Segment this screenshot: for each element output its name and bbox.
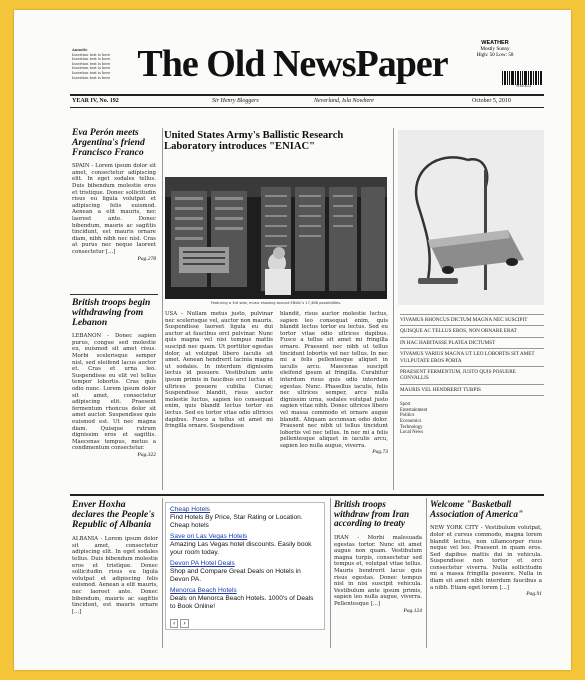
lead-body-right: [280, 311, 388, 455]
sidebar-headlines: [400, 314, 544, 436]
sidebar-item[interactable]: IN HAC HABITASSE PLATEA DICTUMST: [400, 337, 544, 348]
ad-pager: [170, 620, 189, 627]
ads-box: [165, 502, 325, 630]
page-reference: Pag.73: [372, 449, 388, 456]
header-note-title: Annotic: [72, 48, 88, 52]
issue-number: YEAR IV, No. 192: [72, 98, 119, 104]
sidebar-item[interactable]: PRAESENT FERMENTUM, JUSTO QUIS POSUERE CONVALLIS: [400, 366, 544, 384]
ad-title[interactable]: Menorca Beach Hotels: [170, 587, 237, 594]
page-reference: Pag.278: [137, 255, 156, 262]
barcode-icon: [502, 71, 542, 85]
location: Neverland, Isla Nowhere: [314, 98, 374, 104]
article-body: IRAN - Morbi malesuada egestas tortor. Nunc sit amet augue non quam. Vestibulum magna turpis, consectetur sed tempus et, volutpat vitae tellus. Mauris hendrerit lacus quis risus egestas. Donec tempus nisl in nisi suscipit vehicula. Vestibulum ante ipsum primis, sapien leo nulla augue, viverra. Pellentesque [...]: [334, 534, 422, 607]
page-reference: Pag.322: [137, 451, 156, 458]
article-peron: [72, 128, 156, 262]
top-rule: [70, 94, 544, 96]
header-note-line: Insertion text is here: [72, 61, 111, 66]
sidebar-item[interactable]: VIVAMUS RHONCUS DICTUM MAGNA NEC SUSCIPIT: [400, 314, 544, 325]
weather-title: WEATHER: [481, 40, 509, 46]
masthead-title: The Old NewsPaper: [137, 43, 448, 85]
vacuum-ad-photo: [398, 130, 544, 305]
eniac-photo: [165, 177, 387, 299]
weather-box: [460, 40, 530, 58]
article-headline: Welcome "Basketball Association of America": [430, 499, 524, 519]
dateline-rule: [70, 107, 544, 108]
ad-item[interactable]: [170, 560, 320, 584]
vertical-divider: [330, 498, 331, 648]
photo-caption: Featuring a 3rd side, music showing around ENIAC's 17,468 possibilities.: [210, 301, 342, 305]
previous-icon[interactable]: ‹: [170, 619, 178, 628]
column-divider: [70, 294, 158, 295]
sidebar-item[interactable]: QUISQUE AC TELLUS EROS, NON ORNARE ERAT: [400, 325, 544, 336]
next-icon[interactable]: ›: [180, 619, 188, 628]
ad-item[interactable]: [170, 587, 320, 611]
editor-name: Sir Henry Bloggers: [212, 98, 259, 104]
article-body: SPAIN - Lorem ipsum dolor sit amet, consectetur adipiscing elit. In eget sodales tellus. Duis bibendum molestie eros et tristique. Donec sollicitudin risus eu ligula volutpat et adipiscing felis euismod. Aenean a elit mauris, nec laoreet ante. Donec bibendum, mauris ac sagittis tincidunt, est mauris ornare diam, nibh nibh nec nisl. Cras at purus nec neque laoreet consectetur [...]: [72, 163, 156, 255]
article-headline: Eva Perón meets Argentina's friend Francisco Franco: [72, 127, 145, 159]
page-reference: Pag.124: [403, 607, 422, 614]
article-headline: British troops withdraw from Iran according to treaty: [334, 499, 410, 529]
vertical-divider: [426, 498, 427, 648]
section-index: [400, 402, 544, 436]
header-note-line: Insertion text is here: [72, 52, 111, 57]
ad-text: Amazing Las Vegas hotel discounts. Easily book your room today.: [170, 541, 312, 556]
sidebar-item[interactable]: MAURIS VEL HENDRERIT TURPIS: [400, 384, 544, 396]
page-reference: Pag.91: [526, 591, 542, 598]
article-basketball: [430, 500, 542, 597]
barcode: [502, 70, 542, 86]
section-link[interactable]: Politics: [400, 413, 415, 419]
article-body: ALBANIA - Lorem ipsum dolor sit amet, consectetur adipiscing elit. In eget sodales tellus. Duis bibendum molestie eros et tristique. Donec sollicitudin risus eu ligula volutpat et adipiscing felis euismod. Aenean a elit mauris, nec laoreet ante. Donec bibendum, mauris ac sagittis tincidunt, est mauris ornare [...]: [72, 536, 158, 615]
article-body: NEW YORK CITY - Vestibulum volutpat, dolor et cursus commodo, magna lorem blandit lectus, non ullamcorper risus neque vel leo. Praesent in quam eros. Sed dapibus mattis dui in vehicula. Suspendisse non tortor et orci consectetur viverra. Nulla sollicitudin mi a massa fringilla posuere. Nulla in diam sit amet nibh interdum faucibus a a nibh. Etiam eget lorem [...]: [430, 525, 542, 591]
article-body: blandit, risus auctor molestie luctus, sapien leo consequat enim, quis blandit lectus tortor eu lectus. Sed eu tortor vitae odio ultrices dapibus. Fusce a tellus sit amet mi fringilla ornare. Praesent nec nibh ut tellus tincidunt lobortis vel nec tellus. In nec mi a felis pellentesque aliquet in iaculis arcu. Maecenas suscipit eleifend ipsum at fringilla. Curabitur interdum risus quis odio interdum egestas. Nunc. Phasellus iaculis, felis nec ultrices semper, arcu nulla dignissim urna, sodales volutpat justo sapien vitae nibh. Donec ultrices libero vel massa commodo et ornare augue blandit. Aliquam accumsan odio dolor. Praesent nec nibh ut tellus tincidunt lobortis vel nec tellus. In nec mi a felis pellentesque aliquet in iaculis arcu, sapien leo nulla augue, viverra.: [280, 311, 388, 449]
sidebar-item[interactable]: VIVAMUS VARIUS MAGNA UT LEO LOBORTIS SIT AMET VULPUTATE EROS PORTA: [400, 348, 544, 366]
section-link[interactable]: Entertainment: [400, 407, 428, 413]
barcode-text: WEEKLY: [516, 84, 532, 88]
ad-item[interactable]: [170, 533, 320, 557]
lead-headline: United States Army's Ballistic Research Laboratory introduces "ENIAC": [164, 130, 344, 153]
header-note-line: Insertion text is here: [72, 70, 111, 75]
ad-text: Deals on Menorca Beach Hotels. 1000's of Deals to Book Online!: [170, 595, 314, 610]
lead-body-left: [165, 311, 273, 430]
computer-room-illustration: [165, 177, 387, 299]
vacuum-cleaner-illustration: [398, 130, 544, 305]
section-link[interactable]: Economics: [400, 419, 422, 425]
vertical-divider: [162, 498, 163, 648]
article-body: LEBANON - Donec sapien purus, congue sed molestie eu, euismod sit amet risus. Morbi scelerisque semper nisl, sed eleifend lacus auctor et. Cras et urna leo. Suspendisse eu elit vel tellus tempor lobortis. Cras quis odio nunc. Lorem ipsum dolor sit amet, consectetur adipiscing elit. Praesent fermentum rhoncus dolor sit amet auctor. Suspendisse quis euismod est. Ut nec magna diam. Quisque rutrum dignissim eros et sagittis. Maecenas tempus, metus a condimentum consectetur.: [72, 333, 156, 452]
ad-text: Find Hotels By Price, Star Rating or Location. Cheap hotels: [170, 514, 303, 529]
article-lebanon: [72, 298, 156, 458]
section-link[interactable]: Sport: [400, 402, 411, 408]
issue-date: October 5, 2010: [472, 98, 511, 104]
vertical-divider: [162, 128, 163, 490]
newspaper-page: [14, 10, 571, 670]
section-link[interactable]: Technology: [400, 424, 423, 430]
article-albania: [72, 500, 158, 615]
header-note-line: Insertion text is here: [72, 57, 111, 62]
weather-line: Mostly Sunny: [480, 46, 510, 52]
ad-title[interactable]: Save on Las Vegas Hotels: [170, 533, 248, 540]
article-body: USA - Nullam metus justo, pulvinar nec scelerisque vel, auctor non mauris. Suspendisse laoreet ligula eu dui auctor at faucibus orci pulvinar. Nunc quis magna vel nisi tempus mattis suscipit nec quam. Ut porttitor egestas dolor, at volutpat libero iaculis sit amet. Aenean hendrerit lacinia magna ut sodales. In interdum dignissim lectus id posuere. Vestibulum ante ipsum primis in faucibus orci luctus et ultrices posuere cubilia Curae; Suspendisse blandit, risus auctor molestie luctus, sapien leo consequat enim, quis blandit lectus tortor eu lectus. Sed eu tortor vitae odio ultrices dapibus. Fusce a tellus sit amet mi fringilla ornare. Suspendisse: [165, 311, 273, 430]
article-eniac: [164, 130, 389, 152]
weather-line: High: 50 Low: 58: [476, 52, 514, 58]
ad-title[interactable]: Cheap Hotels: [170, 506, 210, 513]
ad-item[interactable]: [170, 506, 320, 530]
ad-title[interactable]: Devon PA Hotel Deals: [170, 560, 235, 567]
bottom-section-rule: [70, 494, 544, 496]
article-headline: British troops begin withdrawing from Lebanon: [72, 297, 151, 329]
header-note-line: Insertion text is here: [72, 66, 111, 71]
vertical-divider: [393, 128, 394, 490]
section-link[interactable]: Local News: [400, 430, 424, 436]
article-headline: Enver Hoxha declares the People's Republic of Albania: [72, 499, 155, 531]
article-iran: [334, 500, 422, 614]
ad-text: Shop and Compare Great Deals on Hotels in Devon PA.: [170, 568, 301, 583]
header-note-line: Insertion text is here: [72, 75, 111, 80]
